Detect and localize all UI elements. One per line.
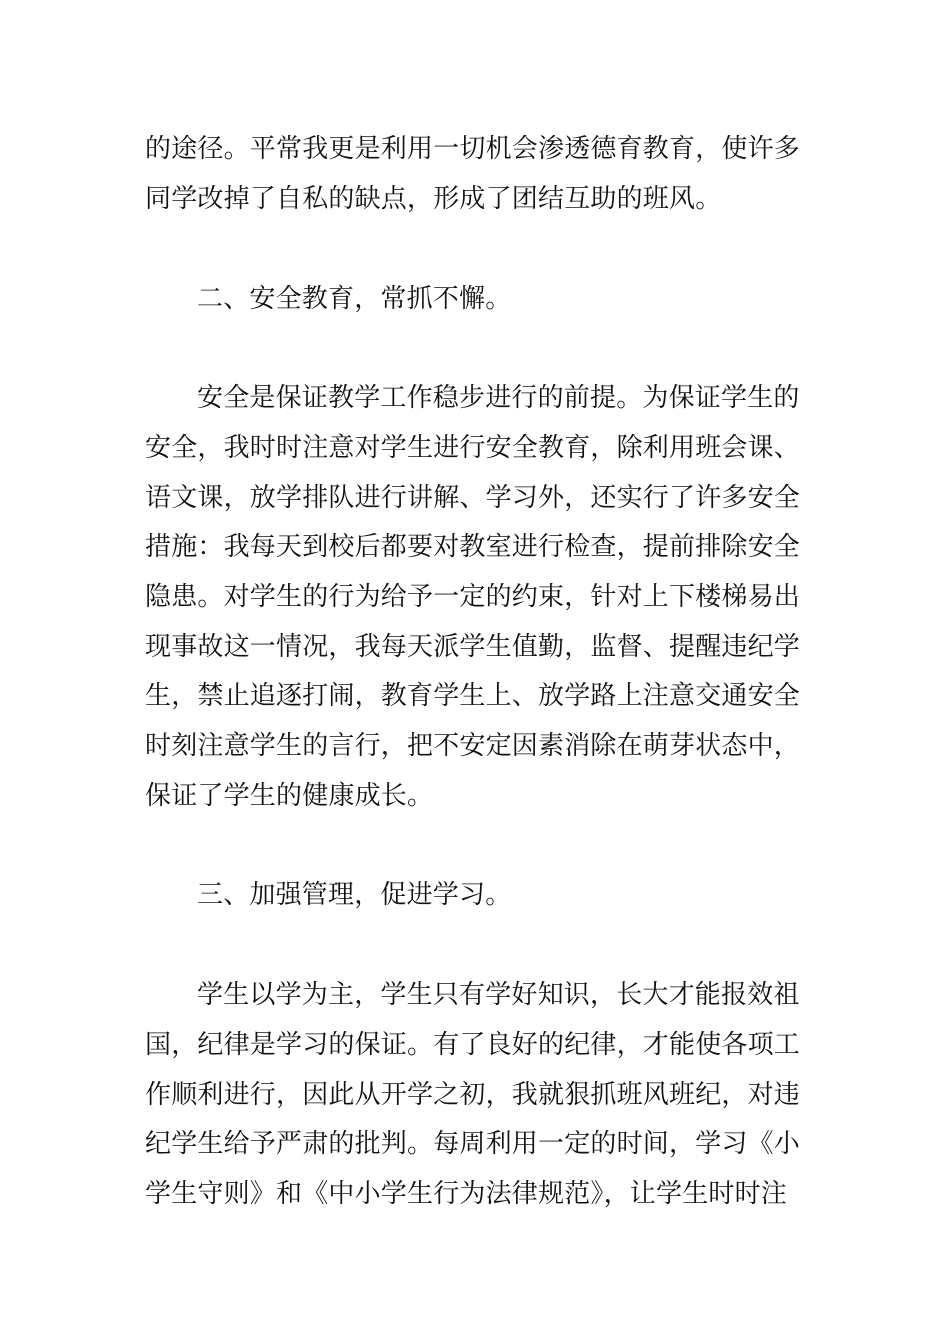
paragraph-study-line-3: 作顺利进行，因此从开学之初，我就狠抓班风班纪，对违: [145, 1080, 801, 1110]
paragraph-safety-line-3: 语文课，放学排队进行讲解、学习外，还实行了许多安全: [145, 483, 801, 513]
section-heading-safety: 二、安全教育，常抓不懈。: [197, 284, 512, 314]
paragraph-intro-line-1: 的途径。平常我更是利用一切机会渗透德育教育，使许多: [145, 134, 801, 164]
paragraph-study-line-2: 国，纪律是学习的保证。有了良好的纪律，才能使各项工: [145, 1030, 801, 1060]
paragraph-safety-line-9: 保证了学生的健康成长。: [145, 781, 434, 811]
paragraph-safety-line-4: 措施：我每天到校后都要对教室进行检查，提前排除安全: [145, 532, 801, 562]
paragraph-study-line-4: 纪学生给予严肃的批判。每周利用一定的时间，学习《小: [145, 1129, 801, 1159]
paragraph-study-line-1: 学生以学为主，学生只有学好知识，长大才能报效祖: [197, 980, 800, 1010]
paragraph-study-line-5: 学生守则》和《中小学生行为法律规范》，让学生时时注: [145, 1179, 788, 1209]
paragraph-safety-line-5: 隐患。对学生的行为给予一定的约束，针对上下楼梯易出: [145, 582, 801, 612]
paragraph-safety-line-1: 安全是保证教学工作稳步进行的前提。为保证学生的: [197, 383, 800, 413]
paragraph-safety-line-8: 时刻注意学生的言行，把不安定因素消除在萌芽状态中，: [145, 731, 801, 761]
section-heading-study: 三、加强管理，促进学习。: [197, 880, 512, 910]
paragraph-safety-line-6: 现事故这一情况，我每天派学生值勤，监督、提醒违纪学: [145, 632, 801, 662]
paragraph-safety-line-7: 生，禁止追逐打闹，教育学生上、放学路上注意交通安全: [145, 681, 801, 711]
paragraph-safety-line-2: 安全，我时时注意对学生进行安全教育，除利用班会课、: [145, 433, 801, 463]
paragraph-intro-line-2: 同学改掉了自私的缺点，形成了团结互助的班风。: [145, 184, 722, 214]
